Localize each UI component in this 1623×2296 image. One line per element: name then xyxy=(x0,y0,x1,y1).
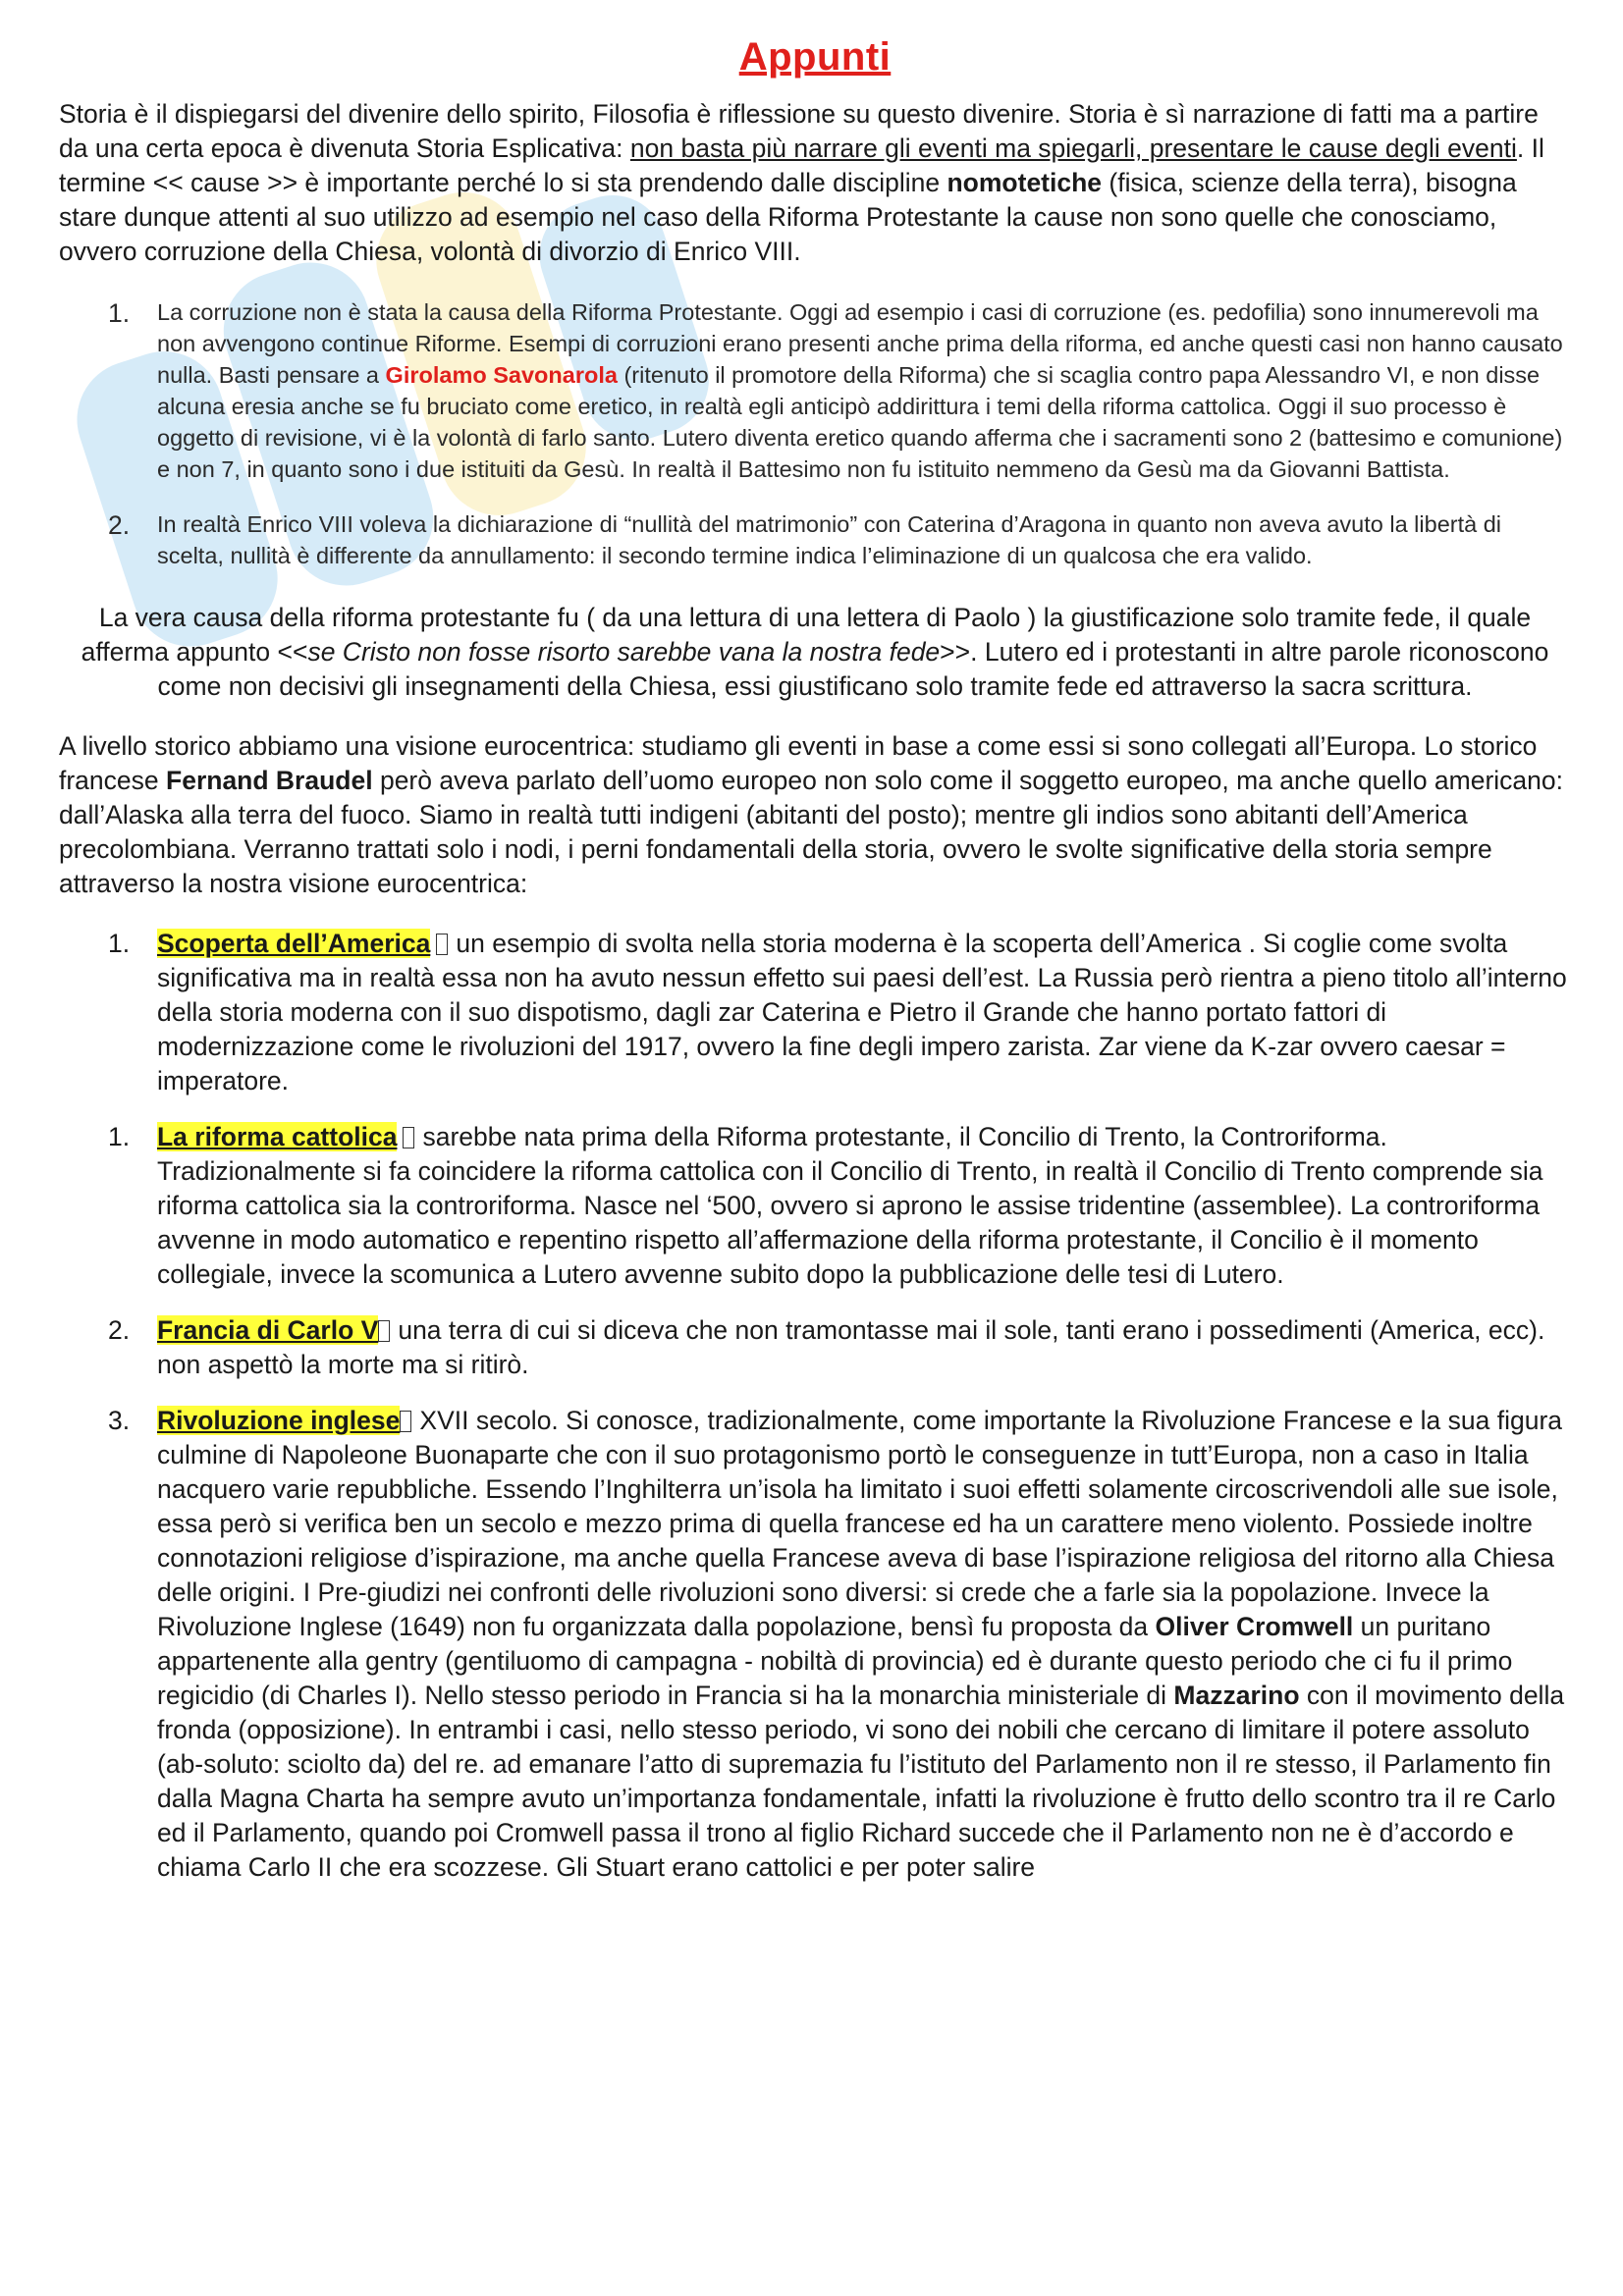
document-page xyxy=(59,35,1571,1885)
eurocentric-paragraph xyxy=(59,729,1571,901)
intro-bold-term: nomotetiche xyxy=(947,168,1103,197)
arrow-icon xyxy=(378,1320,390,1342)
revolution-bold-name-1: Oliver Cromwell xyxy=(1155,1612,1354,1641)
node-heading: Scoperta dell’America xyxy=(157,929,431,958)
intro-paragraph xyxy=(59,97,1571,269)
node-heading: La riforma cattolica xyxy=(157,1122,398,1151)
intro-text-2: . Il termine << cause >> è importante perché lo si sta prendendo dalle discipline xyxy=(59,133,1544,197)
revolution-text-2: un puritano appartenente alla gentry (gentiluomo di campagna - nobiltà di provincia) ed è durante questo periodo che ci fu il primo regicidio (di Charles I). Nello stesso periodo in Francia si ha la monarchia ministeriale di xyxy=(157,1612,1513,1710)
revolution-text-1: XVII secolo. Si conosce, tradizionalmente, come importante la Rivoluzione Francese e la sua figura culmine di Napoleone Buonaparte che con il suo protagonismo portò le conseguenze in tutt’Europa, non a caso in Italia nacquero varie repubbliche. Essendo l’Inghilterra un’isola ha limitato i suoi effetti solamente circoscrivendoli alle sue isole, essa però si verifica ben un secolo e mezzo prima di quella francese ed ha un carattere meno violento. Possiede inoltre connotazioni religiose d’ispirazione, ma anche quella Francese aveva di base l’ispirazione religiosa del ritorno alla Chiesa delle origini. I Pre-giudizi nei confronti delle rivoluzioni sono diversi: si crede che a farle sia la popolazione. Invece la Rivoluzione Inglese (1649) non fu organizzata dalla popolazione, bensì fu proposta da xyxy=(157,1406,1563,1641)
cause-text-1: In realtà Enrico VIII voleva la dichiarazione di “nullità del matrimonio” con Caterina d’Aragona in quanto non aveva avuto la libertà di scelta, nullità è differente da annullamento: il secondo termine indica l’eliminazione di un qualcosa che era valido. xyxy=(157,511,1502,568)
intro-text-3: (fisica, scienze della terra), bisogna stare dunque attenti al suo utilizzo ad esempio nel caso della Riforma Protestante la cause non sono quelle che conosciamo, ovvero corruzione della Chiesa, volontà di divorzio di Enrico VIII. xyxy=(59,168,1517,266)
page-title: Appunti xyxy=(738,35,892,79)
intro-text-1: Storia è il dispiegarsi del divenire dello spirito, Filosofia è riflessione su questo divenire. Storia è sì narrazione di fatti ma a partire da una certa epoca è divenuta Storia Esplicativa: xyxy=(59,99,1539,163)
list-number: 2. xyxy=(108,510,131,540)
node-heading: Rivoluzione inglese xyxy=(157,1406,401,1435)
true-cause-quote: se Cristo non fosse risorto sarebbe vana la nostra fede xyxy=(307,637,941,667)
nodes-list xyxy=(59,927,1571,1885)
list-number: 1. xyxy=(108,929,131,958)
node-text: un esempio di svolta nella storia moderna è la scoperta dell’America . Si coglie come svolta significativa ma in realtà essa non ha avuto nessun effetto sui paesi dell’est. La Russia però rientra a pieno titolo all’interno della storia moderna con il suo dispotismo, dagli zar Caterina e Pietro il Grande che hanno portato fattori di modernizzazione come le rivoluzioni del 1917, ovvero la fine degli impero zarista. Zar viene da K-zar ovvero caesar = imperatore. xyxy=(157,929,1567,1095)
revolution-text-3: con il movimento della fronda (opposizione). In entrambi i casi, nello stesso periodo, vi sono dei nobili che cercano di limitare il potere assoluto (ab-soluto: sciolto da) del re. ad emanare l’atto di supremazia fu l’istituto del Parlamento non il re stesso, il Parlamento fin dalla Magna Charta ha sempre avuto un’importanza fondamentale, infatti la rivoluzione è frutto dello scontro tra il re Carlo ed il Parlamento, quando poi Cromwell passa il trono al figlio Richard succede che il Parlamento non ne è d’accordo e chiama Carlo II che era scozzese. Gli Stuart erano cattolici e per poter salire xyxy=(157,1681,1565,1882)
highlighted-name: Girolamo Savonarola xyxy=(385,362,618,388)
causes-list xyxy=(59,296,1571,571)
arrow-icon xyxy=(403,1127,414,1148)
true-cause-paragraph xyxy=(59,601,1571,704)
list-item xyxy=(59,508,1571,571)
euro-text-2: però aveva parlato dell’uomo europeo non solo come il soggetto europeo, ma anche quello americano: dall’Alaska alla terra del fuoco. Siamo in realtà tutti indigeni (abitanti del posto); mentre gli indios sono abitanti dell’America precolombiana. Verranno trattati solo i nodi, i perni fondamentali della storia, ovvero le svolte significative della storia sempre attraverso la nostra visione eurocentrica: xyxy=(59,766,1564,898)
list-item xyxy=(59,1120,1571,1292)
cause-text-1: La corruzione non è stata la causa della Riforma Protestante. Oggi ad esempio i casi di corruzione (es. pedofilia) sono innumerevoli ma non avvengono continue Riforme. Esempi di corruzioni erano presenti anche prima della riforma, ed anche questi casi non hanno causato nulla. Basti pensare a xyxy=(157,299,1563,388)
cause-text-2: (ritenuto il promotore della Riforma) che si scaglia contro papa Alessandro VI, e non disse alcuna eresia anche se fu bruciato come eretico, in realtà egli anticipò addirittura i temi della riforma cattolica. Oggi il suo processo è oggetto di revisione, vi è la volontà di farlo santo. Lutero diventa eretico quando afferma che i sacramenti sono 2 (battesimo e comunione) e non 7, in quanto sono i due istituiti da Gesù. In realtà il Battesimo non fu istituito nemmeno da Gesù ma da Giovanni Battista. xyxy=(157,362,1563,482)
arrow-icon xyxy=(400,1411,411,1432)
euro-bold-name: Fernand Braudel xyxy=(166,766,373,795)
list-item xyxy=(59,1313,1571,1382)
list-item xyxy=(59,927,1571,1098)
list-number: 2. xyxy=(108,1315,131,1345)
list-item xyxy=(59,296,1571,485)
list-number: 1. xyxy=(108,1122,131,1151)
true-cause-text-1: La vera causa della riforma protestante fu ( da una lettura di una lettera di Paolo ) la giustificazione solo tramite fede, il quale afferma appunto << xyxy=(81,603,1532,667)
true-cause-text-2: >>. Lutero ed i protestanti in altre parole riconoscono come non decisivi gli insegnamenti della Chiesa, essi giustificano solo tramite fede ed attraverso la sacra scrittura. xyxy=(157,637,1549,701)
list-number: 3. xyxy=(108,1406,131,1435)
arrow-icon xyxy=(436,934,448,955)
list-number: 1. xyxy=(108,298,131,328)
euro-text-1: A livello storico abbiamo una visione eurocentrica: studiamo gli eventi in base a come essi si sono collegati all’Europa. Lo storico francese xyxy=(59,731,1538,795)
intro-underlined: non basta più narrare gli eventi ma spiegarli, presentare le cause degli eventi xyxy=(629,133,1517,163)
revolution-bold-name-2: Mazzarino xyxy=(1173,1681,1300,1710)
node-text: sarebbe nata prima della Riforma protestante, il Concilio di Trento, la Controriforma. Tradizionalmente si fa coincidere la riforma cattolica con il Concilio di Trento, in realtà il Concilio di Trento comprende sia riforma cattolica sia la controriforma. Nasce nel ‘500, ovvero si aprono le assise tridentine (assemblee). La controriforma avvenne in modo automatico e repentino rispetto all’affermazione della riforma protestante, il Concilio è il momento collegiale, invece la scomunica a Lutero avvenne subito dopo la pubblicazione delle tesi di Lutero. xyxy=(157,1122,1543,1289)
node-heading: Francia di Carlo V xyxy=(157,1315,379,1345)
list-item xyxy=(59,1404,1571,1885)
node-text: una terra di cui si diceva che non tramontasse mai il sole, tanti erano i possedimenti (America, ecc). non aspettò la morte ma si ritirò. xyxy=(157,1315,1545,1379)
